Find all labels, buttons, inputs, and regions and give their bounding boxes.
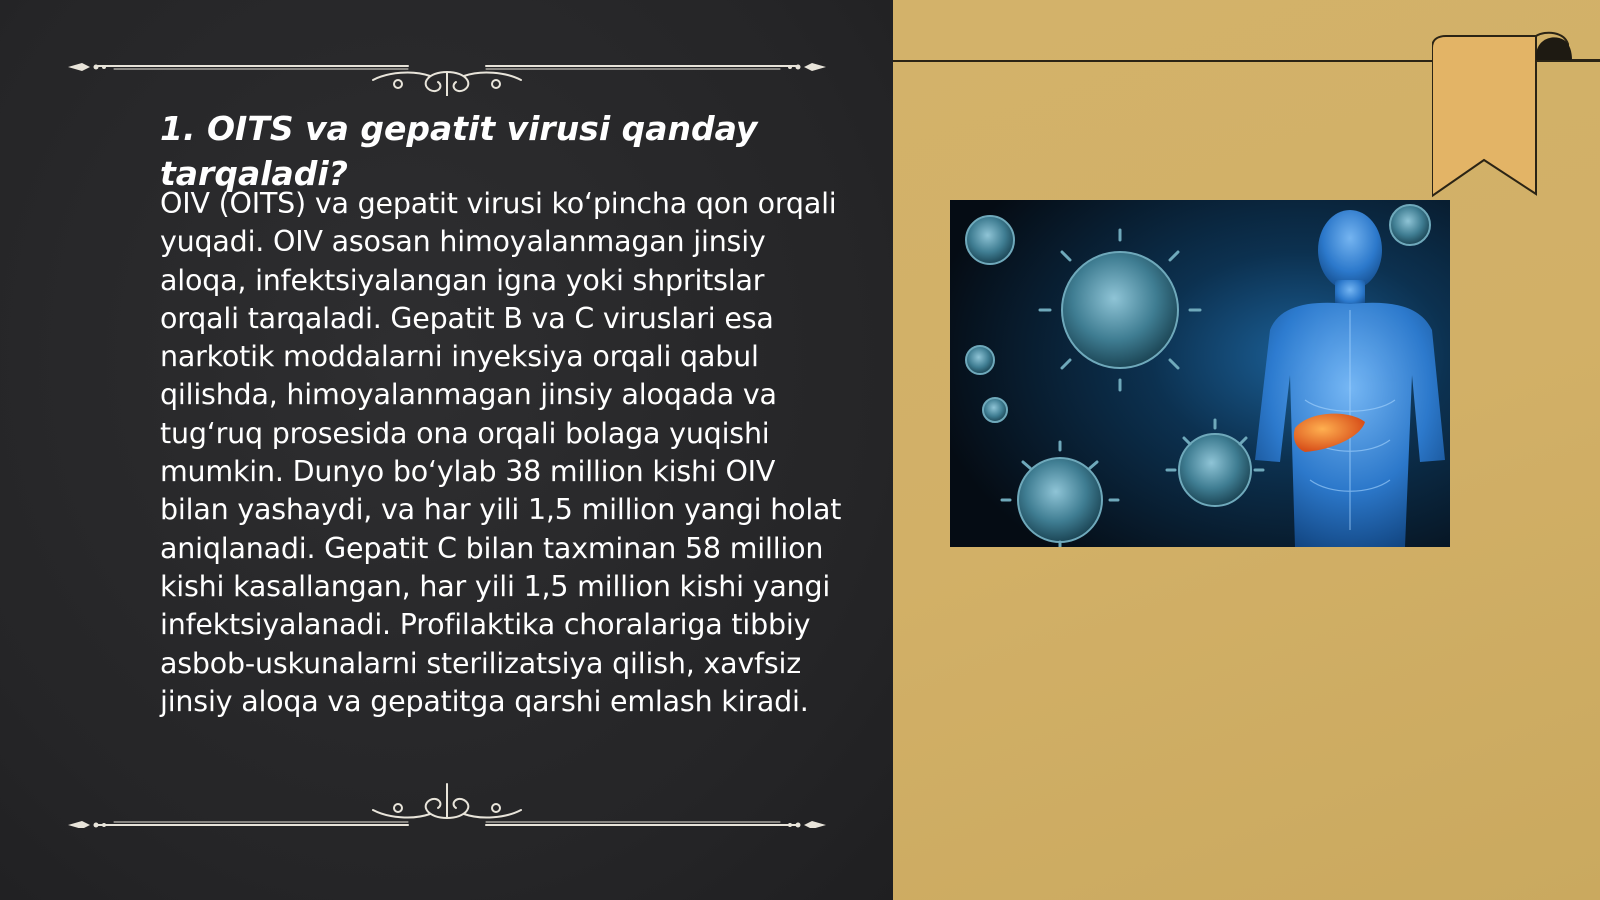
bookmark-ribbon-icon — [1432, 30, 1600, 202]
virus-liver-illustration — [950, 200, 1450, 547]
slide-title: 1. OITS va gepatit virusi qanday tarqaladi? — [160, 109, 758, 193]
slide-body-text: OIV (OITS) va gepatit virusi ko‘pincha qon orqali yuqadi. OIV asosan himoyalanmagan jinsiy aloqa, infektsiyalangan igna yoki shpritslar orqali tarqaladi. Gepatit B va C viruslari esa narkotik moddalarni inyeksiya orqali qabul qilishda, himoyalanmagan jinsiy aloqada va tug‘ruq prosesida ona orqali bolaga yuqishi mumkin. Dunyo bo‘ylab 38 million kishi OIV bilan yashaydi, va har yili 1,5 million yangi holat aniqlanadi. Gepatit C bilan taxminan 58 million kishi kasallangan, har yili 1,5 million kishi yangi infektsiyalanadi. Profilaktika choralariga tibbiy asbob-uskunalarni sterilizatsiya qilish, xavfsiz jinsiy aloqa va gepatitga qarshi emlash kiradi. — [160, 187, 842, 718]
bottom-ornament-divider — [68, 768, 826, 828]
top-ornament-divider — [68, 36, 826, 96]
